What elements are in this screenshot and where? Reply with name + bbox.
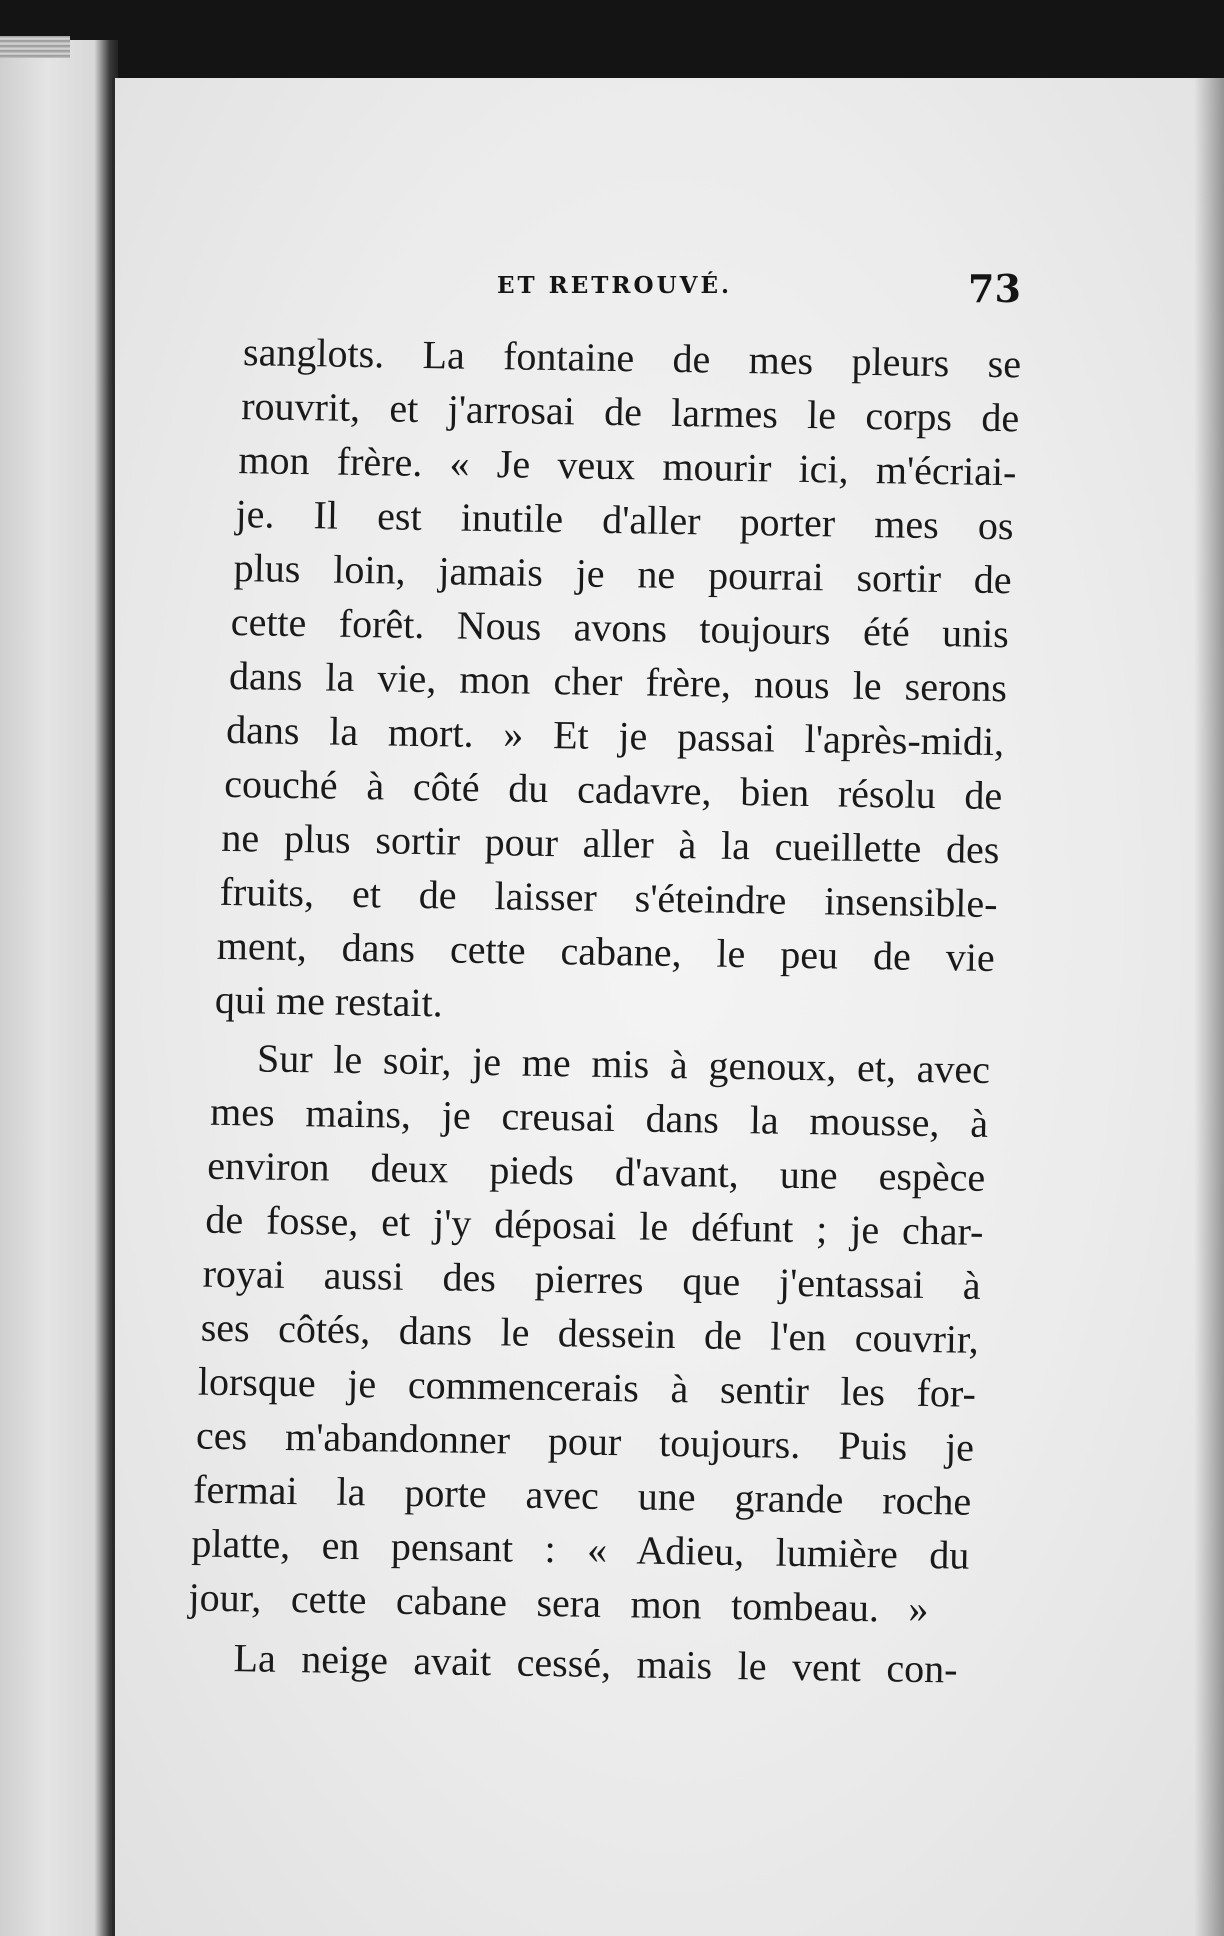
text-line: rouvrit, et j'arrosai de larmes le corps de: [240, 383, 1020, 441]
text-line: platte, en pensant : « Adieu, lumière du: [191, 1520, 970, 1578]
paragraph-first-line: Sur le soir, je me mis à genoux, et, avec: [256, 1035, 991, 1092]
text-line: qui me restait.: [214, 976, 444, 1026]
text-line: de fosse, et j'y déposai le défunt ; je char-: [205, 1196, 984, 1254]
running-head-title: ET RETROUVÉ.: [497, 272, 733, 299]
text-line: ses côtés, dans le dessein de l'en couvrir,: [200, 1304, 980, 1362]
text-line: fruits, et de laisser s'éteindre insensible-: [219, 868, 998, 927]
text-line: fermai la porte avec une grande roche: [192, 1466, 972, 1524]
text-line: cette forêt. Nous avons toujours été unis: [230, 599, 1010, 657]
text-line: lorsque je commencerais à sentir les for-: [197, 1358, 977, 1416]
text-line: jour, cette cabane sera mon tombeau. »: [188, 1574, 929, 1632]
text-line: royai aussi des pierres que j'entassai à: [202, 1250, 981, 1308]
text-line: sanglots. La fontaine de mes pleurs se: [242, 329, 1022, 387]
text-line: ces m'abandonner pour toujours. Puis je: [195, 1412, 975, 1470]
text-line: couché à côté du cadavre, bien résolu de: [224, 760, 1003, 819]
page-number: 73: [968, 266, 1021, 311]
text-line: ment, dans cette cabane, le peu de vie: [216, 922, 996, 981]
text-line: mon frère. « Je veux mourir ici, m'écriai-: [238, 437, 1017, 495]
paragraph-first-line: La neige avait cessé, mais le vent con-: [233, 1635, 958, 1692]
text-line: environ deux pieds d'avant, une espèce: [207, 1142, 986, 1200]
text-line: ne plus sortir pour aller à la cueillette des: [221, 814, 1000, 873]
text-line: plus loin, jamais je ne pourrai sortir de: [233, 545, 1013, 603]
text-line: mes mains, je creusai dans la mousse, à: [209, 1088, 989, 1146]
text-line: dans la vie, mon cher frère, nous le serons: [228, 652, 1008, 711]
text-line: dans la mort. » Et je passai l'après-midi,: [225, 706, 1005, 765]
text-line: je. Il est inutile d'aller porter mes os: [235, 491, 1014, 549]
